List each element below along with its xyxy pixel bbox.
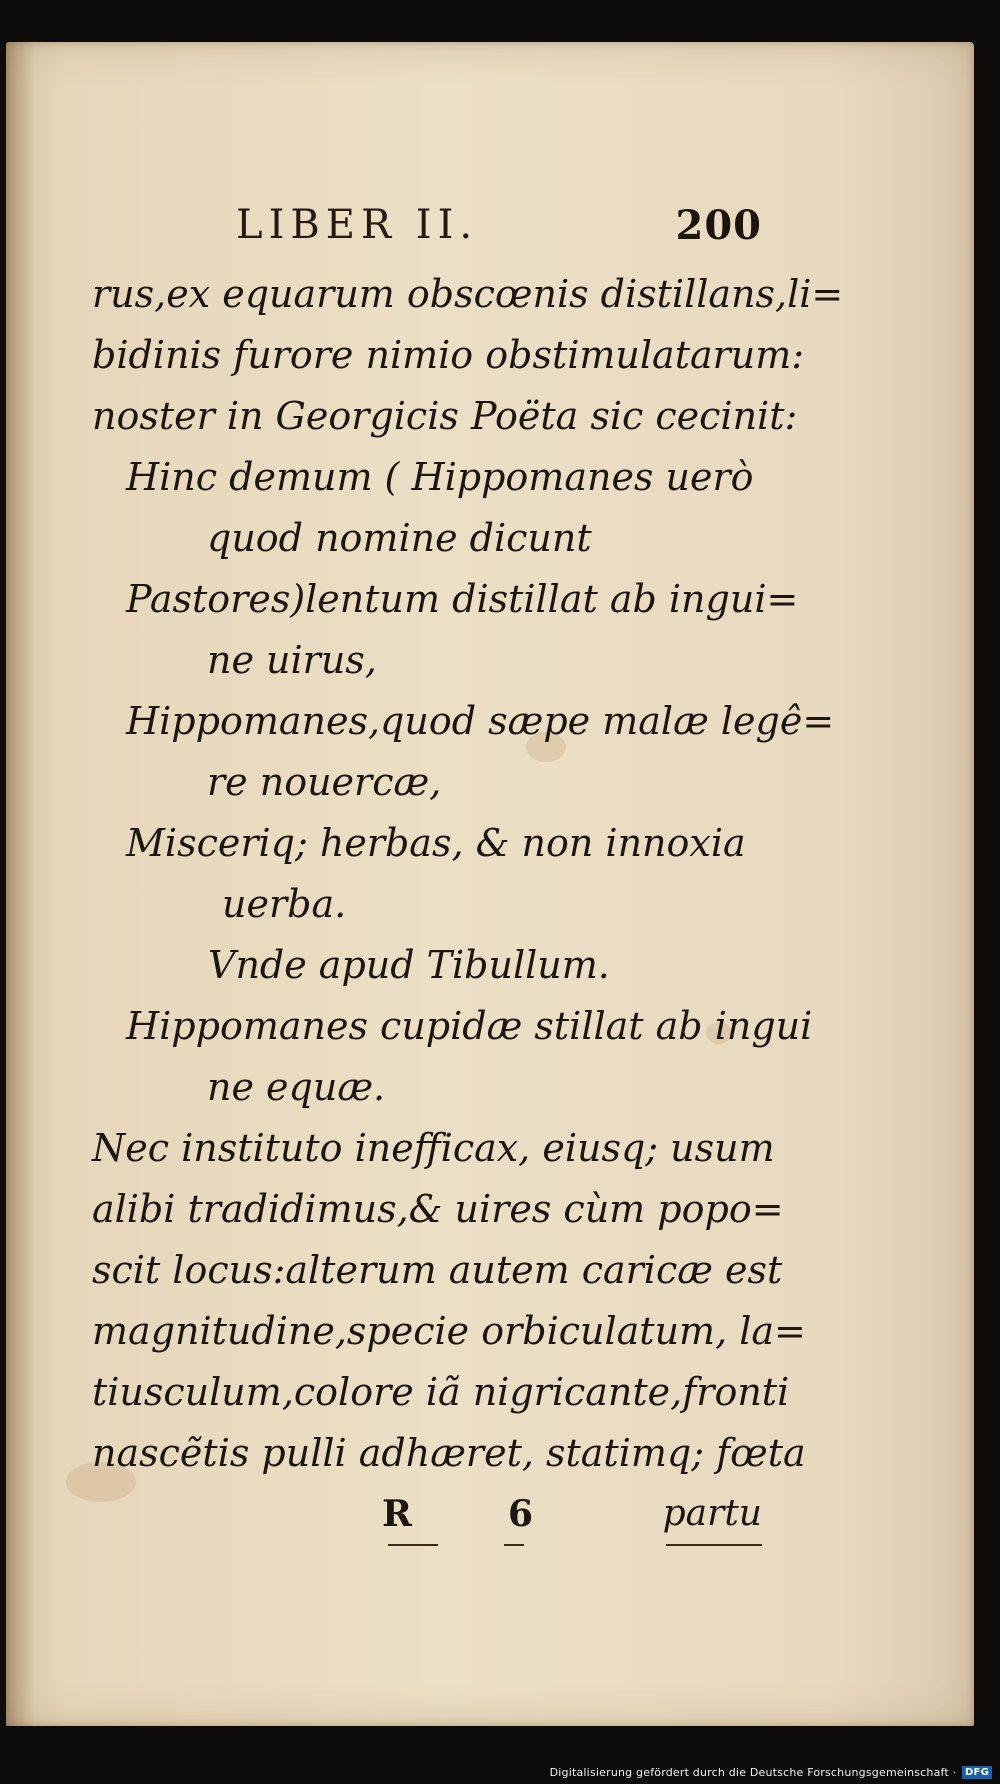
running-head: LIBER II. <box>236 202 479 248</box>
signature-underline <box>504 1544 524 1546</box>
text-line: bidinis furore nimio obstimulatarum: <box>92 333 805 377</box>
signature-underline <box>388 1544 438 1546</box>
text-line: scit locus:alterum autem caricæ est <box>92 1248 783 1292</box>
text-line: Nec instituto inefficax, eiusq; usum <box>92 1126 775 1170</box>
signature-number: 6 <box>508 1493 534 1535</box>
text-line: Vnde apud Tibullum. <box>208 943 610 987</box>
verse-line: ne uirus, <box>207 638 377 682</box>
verse-line: uerba. <box>222 882 347 926</box>
catchword: partu <box>662 1493 762 1534</box>
page-header <box>92 202 762 264</box>
text-line: magnitudine,specie orbiculatum, la= <box>92 1309 806 1353</box>
text-line: nascẽtis pulli adhæret, statimq; fœta <box>92 1431 806 1475</box>
text-block <box>92 202 844 1554</box>
digitization-credit: Digitalisierung gefördert durch die Deutsche Forschungsgemeinschaft · DFG <box>550 1766 992 1780</box>
verse-line: ne equæ. <box>207 1065 386 1109</box>
verse-line: Hinc demum ( Hippomanes uerò <box>126 455 754 499</box>
signature-line <box>92 1484 762 1554</box>
book-page <box>6 42 974 1726</box>
credit-text: Digitalisierung gefördert durch die Deutsche Forschungsgemeinschaft <box>549 1765 949 1779</box>
dfg-logo: DFG <box>962 1766 992 1779</box>
verse-line: Misceriq; herbas, & non innoxia <box>126 821 746 865</box>
catchword-underline <box>666 1544 762 1546</box>
verse-line: Pastores)lentum distillat ab ingui= <box>126 577 799 621</box>
text-line: rus,ex equarum obscœnis distillans,li= <box>92 272 844 316</box>
verse-line: re nouercæ, <box>207 760 442 804</box>
text-line: alibi tradidimus,& uires cùm popo= <box>92 1187 784 1231</box>
signature-mark: R <box>382 1493 412 1535</box>
verse-line: Hippomanes,quod sæpe malæ legê= <box>126 699 835 743</box>
verse-line: quod nomine dicunt <box>207 516 592 560</box>
text-line: tiusculum,colore iã nigricante,fronti <box>92 1370 790 1414</box>
verse-line: Hippomanes cupidæ stillat ab ingui <box>126 1004 813 1048</box>
page-number: 200 <box>675 202 762 249</box>
text-line: noster in Georgicis Poëta sic cecinit: <box>92 394 798 438</box>
